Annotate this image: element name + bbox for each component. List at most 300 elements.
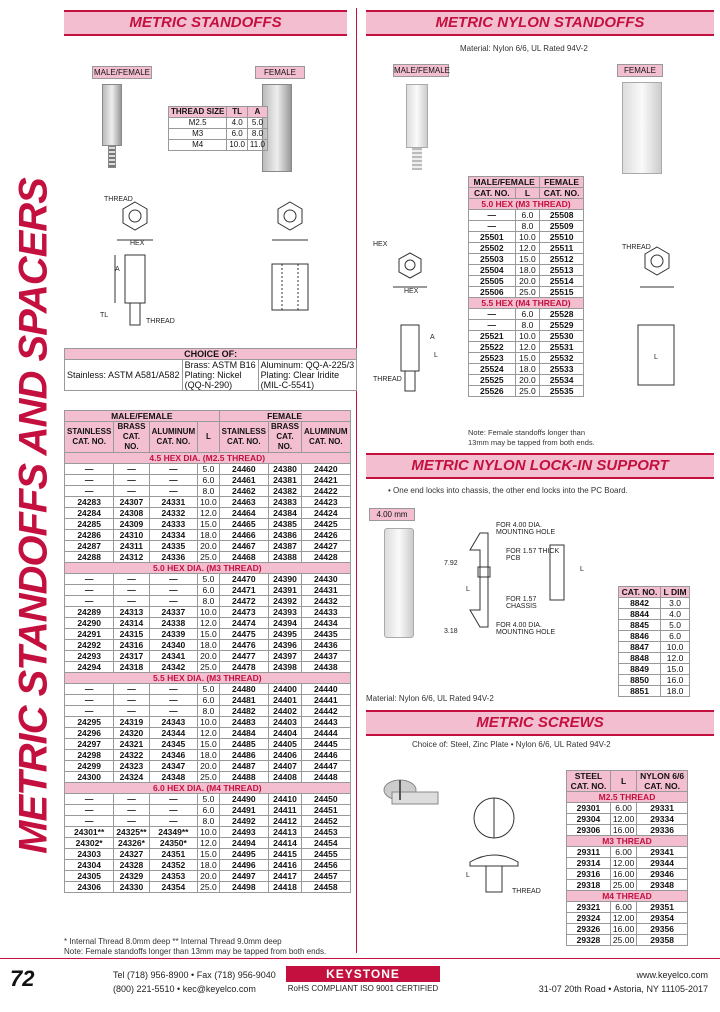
table-cell: 24286 [65, 530, 114, 541]
standoff-thread-image [108, 146, 116, 168]
table-cell: 6.0 [198, 695, 220, 706]
table-cell: 25512 [540, 254, 584, 265]
table-cell: 24296 [65, 728, 114, 739]
dim-7-92: 7.92 [444, 560, 458, 567]
table-cell: 24427 [302, 541, 351, 552]
table-row [619, 653, 690, 664]
table-cell: 24350* [149, 838, 198, 849]
table-cell: 24392 [268, 596, 301, 607]
table-cell: 24463 [219, 497, 268, 508]
table-cell: 25525 [469, 375, 516, 386]
group-row [567, 891, 688, 902]
table-cell: 24324 [114, 772, 149, 783]
table-row [65, 706, 351, 717]
table-row [619, 609, 690, 620]
table-cell: 25530 [540, 331, 584, 342]
table-cell: — [114, 574, 149, 585]
table-cell: — [149, 794, 198, 805]
table-row [65, 750, 351, 761]
table-cell: 24494 [219, 838, 268, 849]
table-cell: 29321 [567, 902, 611, 913]
table-cell: 15.0 [198, 519, 220, 530]
table-cell: 24446 [302, 750, 351, 761]
table-cell: 24329 [114, 871, 149, 882]
nylon-label-l: L [434, 352, 438, 359]
table-cell: 24410 [268, 794, 301, 805]
table-cell: 24424 [302, 508, 351, 519]
note-2: Note: Female standoffs longer than 13mm may be tapped from both ends. [64, 947, 327, 956]
table-cell: 5.0 [247, 118, 267, 129]
table-cell: 29341 [637, 847, 688, 858]
column-group-header: FEMALE [219, 411, 350, 422]
footer-tel: Tel (718) 956-8900 • Fax (718) 956-9040 [113, 970, 276, 980]
table-cell: 24390 [268, 574, 301, 585]
table-cell: 10.0 [198, 497, 220, 508]
lockin-bullet: • One end locks into chassis, the other end locks into the PC Board. [388, 486, 628, 495]
table-cell: 24340 [149, 640, 198, 651]
table-cell: 29351 [637, 902, 688, 913]
table-cell: 24319 [114, 717, 149, 728]
table-cell: — [114, 695, 149, 706]
table-row [65, 871, 351, 882]
footer-web[interactable]: www.keyelco.com [636, 970, 708, 980]
table-cell: 20.0 [515, 276, 540, 287]
table-cell: 25529 [540, 320, 584, 331]
column-group-header: FEMALE [540, 177, 584, 188]
column-header: L [198, 422, 220, 453]
table-row [65, 640, 351, 651]
table-cell: 24301** [65, 827, 114, 838]
table-cell: 24314 [114, 618, 149, 629]
table-cell: — [149, 816, 198, 827]
table-cell: 25535 [540, 386, 584, 397]
column-header: CAT. NO. [619, 587, 661, 598]
table-cell: 6.0 [515, 309, 540, 320]
table-cell: 24293 [65, 651, 114, 662]
table-cell: 24303 [65, 849, 114, 860]
lockin-table [618, 586, 690, 697]
table-row [469, 210, 584, 221]
table-cell: 24455 [302, 849, 351, 860]
table-cell: 24430 [302, 574, 351, 585]
table-cell: 24470 [219, 574, 268, 585]
table-cell: 24338 [149, 618, 198, 629]
table-cell: 24477 [219, 651, 268, 662]
table-cell: 29334 [637, 814, 688, 825]
table-cell: 8.0 [515, 320, 540, 331]
metric-standoffs-table [64, 410, 351, 893]
table-cell: 24408 [268, 772, 301, 783]
table-cell: — [149, 684, 198, 695]
table-cell: — [114, 585, 149, 596]
table-cell: 24380 [268, 464, 301, 475]
table-row [469, 353, 584, 364]
table-cell: 10.0 [198, 717, 220, 728]
table-cell: 24474 [219, 618, 268, 629]
screw-label-l: L [466, 872, 470, 879]
table-cell: M2.5 [169, 118, 227, 129]
group-row [567, 792, 688, 803]
table-row [469, 265, 584, 276]
label-thread-2: THREAD [146, 318, 175, 325]
mf-label: MALE/FEMALE [93, 68, 150, 77]
table-cell: 24299 [65, 761, 114, 772]
table-cell: — [114, 684, 149, 695]
column-header: CAT. NO. [469, 188, 516, 199]
table-row [65, 508, 351, 519]
nylon-standoffs-header: METRIC NYLON STANDOFFS [366, 10, 714, 36]
table-cell: — [65, 805, 114, 816]
table-cell: — [114, 596, 149, 607]
table-cell: 24381 [268, 475, 301, 486]
table-cell: 24471 [219, 585, 268, 596]
table-cell: 25.0 [515, 386, 540, 397]
nylon-mf-label: MALE/FEMALE [394, 66, 451, 75]
label-tl: TL [100, 312, 109, 319]
table-cell: 24466 [219, 530, 268, 541]
table-row [567, 902, 688, 913]
table-cell: 24473 [219, 607, 268, 618]
table-cell: 5.0 [198, 794, 220, 805]
table-row [65, 816, 351, 827]
table-cell: 25504 [469, 265, 516, 276]
nylon-mf-standoff-image [406, 84, 428, 148]
table-cell: 24447 [302, 761, 351, 772]
table-cell: 24485 [219, 739, 268, 750]
table-cell: 24495 [219, 849, 268, 860]
table-cell: 24423 [302, 497, 351, 508]
table-cell: 15.0 [515, 353, 540, 364]
table-cell: 25528 [540, 309, 584, 320]
table-cell: 16.0 [661, 675, 690, 686]
table-cell: 25.00 [610, 935, 636, 946]
table-row [65, 684, 351, 695]
table-cell: 24497 [219, 871, 268, 882]
table-cell: 25523 [469, 353, 516, 364]
table-cell: — [65, 596, 114, 607]
table-cell: 18.0 [198, 640, 220, 651]
thread-size-table [168, 106, 268, 151]
table-cell: 24382 [268, 486, 301, 497]
column-group-header: MALE/FEMALE [469, 177, 540, 188]
table-row [619, 675, 690, 686]
table-cell: 24464 [219, 508, 268, 519]
table-cell: 24323 [114, 761, 149, 772]
column-group-header: MALE/FEMALE [65, 411, 220, 422]
table-row [567, 935, 688, 946]
table-row [65, 618, 351, 629]
table-cell: 24421 [302, 475, 351, 486]
table-cell: 29348 [637, 880, 688, 891]
table-cell: — [149, 706, 198, 717]
table-cell: 16.00 [610, 924, 636, 935]
table-cell: 24484 [219, 728, 268, 739]
table-cell: — [65, 475, 114, 486]
table-cell: — [114, 794, 149, 805]
table-cell: 29331 [637, 803, 688, 814]
table-cell: 15.0 [198, 739, 220, 750]
table-cell: 24352 [149, 860, 198, 871]
table-row [65, 585, 351, 596]
table-cell: 24343 [149, 717, 198, 728]
table-cell: 24482 [219, 706, 268, 717]
choice-of-table: CHOICE OF: Stainless: ASTM A581/A582 Brass: ASTM B16 Plating: Nickel (QQ-N-290) Aluminum: QQ-A-225/3 Plating: Clear Iridite (MIL-C-5541) [64, 348, 357, 391]
table-row [619, 631, 690, 642]
table-cell: 24310 [114, 530, 149, 541]
table-cell: 24400 [268, 684, 301, 695]
table-row [65, 794, 351, 805]
table-cell: — [65, 684, 114, 695]
column-header: CAT. NO. [540, 188, 584, 199]
table-cell: 24335 [149, 541, 198, 552]
table-cell: 24346 [149, 750, 198, 761]
table-cell: 24472 [219, 596, 268, 607]
table-cell: — [65, 816, 114, 827]
table-cell: 24438 [302, 662, 351, 673]
table-row [65, 651, 351, 662]
table-row [469, 309, 584, 320]
group-row [469, 199, 584, 210]
table-cell: 20.0 [198, 761, 220, 772]
table-cell: 6.0 [198, 805, 220, 816]
table-cell: 4.0 [227, 118, 248, 129]
nylon-label-l-2: L [654, 354, 658, 361]
screw-image [372, 758, 452, 838]
table-cell: 24448 [302, 772, 351, 783]
table-cell: — [149, 695, 198, 706]
nylon-female-diagram [612, 235, 702, 395]
table-cell: 24460 [219, 464, 268, 475]
table-cell: 24490 [219, 794, 268, 805]
table-cell: 6.00 [610, 847, 636, 858]
table-cell: 8850 [619, 675, 661, 686]
table-row [169, 129, 268, 140]
table-cell: 24384 [268, 508, 301, 519]
table-cell: 24462 [219, 486, 268, 497]
table-cell: 24496 [219, 860, 268, 871]
table-cell: — [65, 574, 114, 585]
table-cell: 24453 [302, 827, 351, 838]
table-cell: 18.0 [198, 860, 220, 871]
table-cell: 15.0 [198, 849, 220, 860]
table-cell: 12.0 [198, 838, 220, 849]
table-cell: 24394 [268, 618, 301, 629]
table-row [65, 662, 351, 673]
table-cell: 24420 [302, 464, 351, 475]
table-cell: 6.0 [198, 475, 220, 486]
table-row [619, 686, 690, 697]
table-cell: 24345 [149, 739, 198, 750]
table-row [469, 386, 584, 397]
table-cell: 24334 [149, 530, 198, 541]
table-cell: 18.0 [198, 750, 220, 761]
table-cell: 6.0 [198, 585, 220, 596]
table-cell: 24326* [114, 838, 149, 849]
table-cell: 24440 [302, 684, 351, 695]
table-cell: 24284 [65, 508, 114, 519]
table-cell: 8.0 [198, 596, 220, 607]
table-cell: 4.0 [661, 609, 690, 620]
table-cell: 24320 [114, 728, 149, 739]
table-row [567, 869, 688, 880]
table-cell: 24450 [302, 794, 351, 805]
table-cell: — [469, 320, 516, 331]
table-cell: 10.0 [515, 331, 540, 342]
screw-label-thread: THREAD [512, 888, 541, 895]
table-cell: 20.0 [198, 651, 220, 662]
page-number: 72 [10, 966, 35, 991]
table-cell: 10.0 [515, 232, 540, 243]
table-row [65, 739, 351, 750]
table-row [469, 320, 584, 331]
table-row [619, 642, 690, 653]
table-cell: 24304 [65, 860, 114, 871]
group-row [469, 298, 584, 309]
table-cell: 10.0 [198, 607, 220, 618]
table-cell: 5.0 [661, 620, 690, 631]
table-cell: 24285 [65, 519, 114, 530]
table-cell: 24308 [114, 508, 149, 519]
table-cell: 29344 [637, 858, 688, 869]
callout-4: FOR 4.00 DIA. MOUNTING HOLE [496, 622, 556, 636]
table-cell: 29346 [637, 869, 688, 880]
table-cell: 24411 [268, 805, 301, 816]
label-thread: THREAD [104, 196, 133, 203]
table-cell: 5.0 [198, 574, 220, 585]
table-cell: 24413 [268, 827, 301, 838]
table-cell: 29314 [567, 858, 611, 869]
table-row [65, 464, 351, 475]
female-diagram [250, 190, 330, 320]
table-cell: 24396 [268, 640, 301, 651]
group-title: 5.0 HEX DIA. (M3 THREAD) [65, 563, 351, 574]
table-cell: 24488 [219, 772, 268, 783]
table-cell: — [149, 805, 198, 816]
table-cell: — [114, 805, 149, 816]
table-cell: 24383 [268, 497, 301, 508]
table-row [567, 825, 688, 836]
table-cell: 24311 [114, 541, 149, 552]
table-cell: 24353 [149, 871, 198, 882]
table-cell: 24426 [302, 530, 351, 541]
table-cell: 8844 [619, 609, 661, 620]
table-cell: 24298 [65, 750, 114, 761]
table-cell: 24328 [114, 860, 149, 871]
metric-standoffs-header: METRIC STANDOFFS [64, 10, 347, 36]
table-cell: 24416 [268, 860, 301, 871]
table-cell: 18.0 [661, 686, 690, 697]
nylon-material: Material: Nylon 6/6, UL Rated 94V-2 [460, 44, 588, 53]
table-cell: 8851 [619, 686, 661, 697]
table-cell: 29318 [567, 880, 611, 891]
table-cell: 8.0 [198, 816, 220, 827]
table-cell: 8.0 [247, 129, 267, 140]
table-cell: 24436 [302, 640, 351, 651]
table-cell: 5.0 [198, 464, 220, 475]
table-cell: 24330 [114, 882, 149, 893]
table-cell: 24294 [65, 662, 114, 673]
dim-l: L [466, 586, 470, 593]
table-cell: 24444 [302, 728, 351, 739]
column-header: NYLON 6/6 CAT. NO. [637, 771, 688, 792]
table-cell: 8.0 [198, 486, 220, 497]
group-title: 5.0 HEX (M3 THREAD) [469, 199, 584, 210]
table-cell: 24351 [149, 849, 198, 860]
table-row [169, 140, 268, 151]
table-row [567, 814, 688, 825]
table-cell: — [114, 486, 149, 497]
table-cell: 24391 [268, 585, 301, 596]
table-row [619, 620, 690, 631]
table-cell: 24290 [65, 618, 114, 629]
table-cell: 24312 [114, 552, 149, 563]
column-header: ALUMINUM CAT. NO. [302, 422, 351, 453]
table-cell: — [149, 574, 198, 585]
table-cell: 3.0 [661, 598, 690, 609]
table-row [65, 486, 351, 497]
table-cell: 25.0 [198, 882, 220, 893]
table-cell: 24434 [302, 618, 351, 629]
table-cell: 18.0 [515, 364, 540, 375]
table-cell: 8848 [619, 653, 661, 664]
table-cell: — [65, 706, 114, 717]
table-row [169, 118, 268, 129]
table-cell: 24452 [302, 816, 351, 827]
table-row [469, 364, 584, 375]
table-cell: 6.0 [227, 129, 248, 140]
screws-header: METRIC SCREWS [366, 710, 714, 736]
table-row [567, 858, 688, 869]
table-cell: 24313 [114, 607, 149, 618]
table-cell: 10.0 [227, 140, 248, 151]
table-cell: 11.0 [247, 140, 267, 151]
table-cell: 25503 [469, 254, 516, 265]
table-cell: 24406 [268, 750, 301, 761]
table-cell: 24333 [149, 519, 198, 530]
table-cell: 24342 [149, 662, 198, 673]
note-1: * Internal Thread 8.0mm deep ** Internal Thread 9.0mm deep [64, 937, 282, 946]
table-cell: 29311 [567, 847, 611, 858]
nylon-female-label: FEMALE [617, 64, 663, 77]
group-row [65, 563, 351, 574]
table-cell: 24476 [219, 640, 268, 651]
nylon-standoffs-table [468, 176, 584, 397]
table-row [65, 805, 351, 816]
table-cell: 12.0 [515, 243, 540, 254]
table-cell: 6.00 [610, 902, 636, 913]
table-row [619, 598, 690, 609]
table-cell: — [114, 464, 149, 475]
table-cell: 24418 [268, 882, 301, 893]
table-cell: 8845 [619, 620, 661, 631]
table-row [65, 695, 351, 706]
table-cell: 24336 [149, 552, 198, 563]
table-cell: 24295 [65, 717, 114, 728]
column-header: STAINLESS CAT. NO. [219, 422, 268, 453]
table-cell: 29324 [567, 913, 611, 924]
nylon-label-a: A [430, 334, 435, 341]
table-row [65, 761, 351, 772]
table-cell: 24415 [268, 849, 301, 860]
table-cell: 24443 [302, 717, 351, 728]
table-cell: 25524 [469, 364, 516, 375]
table-row [65, 860, 351, 871]
footer-address: 31-07 20th Road • Astoria, NY 11105-2017 [538, 984, 708, 994]
table-row [567, 924, 688, 935]
table-cell: 12.00 [610, 858, 636, 869]
table-cell: 24307 [114, 497, 149, 508]
table-cell: 24461 [219, 475, 268, 486]
